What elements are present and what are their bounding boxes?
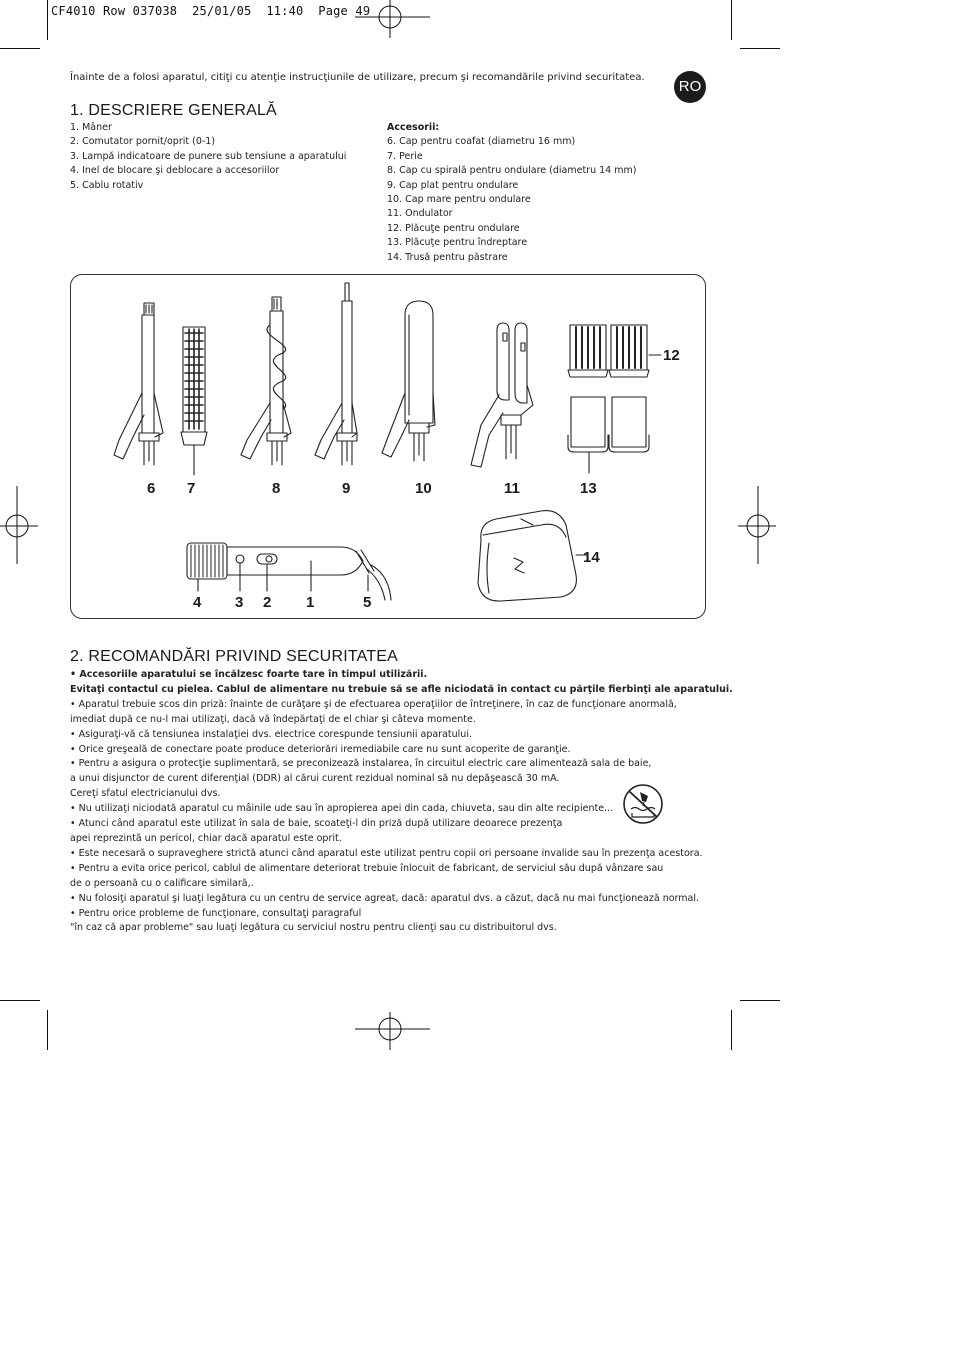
list-item: 7. Perie: [387, 150, 423, 162]
styling-head-illustration: [114, 303, 163, 465]
list-item: 10. Cap mare pentru ondulare: [387, 194, 531, 206]
callout-6: 6: [147, 480, 156, 497]
safety-line: "în caz că apar probleme" sau luaţi legătura cu serviciul nostru pentru clienţi sau cu distribuitorul dvs.: [70, 922, 557, 934]
large-head-illustration: [382, 301, 435, 461]
list-item: 2. Comutator pornit/oprit (0-1): [70, 136, 216, 148]
brush-illustration: [181, 327, 207, 475]
callout-9: 9: [342, 480, 351, 497]
safety-line: de o persoană cu o calificare similară,.: [70, 877, 254, 889]
flat-head-illustration: [315, 283, 357, 465]
registration-mark-right: [738, 486, 778, 566]
section1-title: 1. DESCRIERE GENERALĂ: [70, 102, 277, 119]
list-item: 4. Inel de blocare şi deblocare a accesoriilor: [70, 165, 280, 177]
registration-mark-left: [0, 486, 40, 566]
list-item: 11. Ondulator: [387, 208, 453, 220]
no-water-warning-icon: [622, 783, 664, 825]
list-item: 13. Plăcuţe pentru îndreptare: [387, 237, 528, 249]
crimper-illustration: [471, 323, 533, 467]
registration-mark-top: [355, 0, 435, 40]
list-item: 9. Cap plat pentru ondulare: [387, 179, 519, 191]
print-header: CF4010 Row 037038 25/01/05 11:40 Page 49: [51, 4, 371, 18]
callout-13: 13: [580, 480, 597, 497]
straightening-plates-illustration: [568, 397, 649, 473]
storage-pouch-illustration: [478, 511, 586, 602]
safety-line: • Accesoriile aparatului se încălzesc foarte tare în timpul utilizării.: [70, 669, 428, 680]
list-item: 8. Cap cu spirală pentru ondulare (diametru 14 mm): [387, 165, 637, 177]
language-badge: RO: [674, 71, 706, 103]
accessories-heading: Accesorii:: [387, 122, 440, 133]
callout-14: 14: [583, 549, 600, 566]
safety-line: • Aparatul trebuie scos din priză: înainte de curăţare şi de efectuarea operaţiilor de întreţinere, în caz de funcţionare anormală,: [70, 698, 677, 710]
safety-line: • Asiguraţi-vă că tensiunea instalaţiei dvs. electrice corespunde tensiunii aparatului.: [70, 728, 472, 740]
callout-1: 1: [306, 594, 315, 611]
product-illustration: [71, 275, 705, 618]
callout-5: 5: [363, 594, 372, 611]
section2-title: 2. RECOMANDĂRI PRIVIND SECURITATEA: [70, 648, 399, 665]
list-item: 12. Plăcuţe pentru ondulare: [387, 222, 520, 234]
accessories-list: [387, 135, 636, 265]
parts-list: [70, 121, 346, 193]
safety-line: Evitaţi contactul cu pielea. Cablul de alimentare nu trebuie să se afle niciodată în contact cu părţile fierbinţi ale aparatului.: [70, 683, 733, 695]
safety-line: • Este necesară o supraveghere strictă atunci când aparatul este utilizat pentru copii ori persoane invalide sau în prezenţa acestora.: [70, 847, 703, 859]
callout-3: 3: [235, 594, 244, 611]
list-item: 3. Lampă indicatoare de punere sub tensiune a aparatului: [70, 150, 347, 162]
safety-line: • Orice greşeală de conectare poate produce deteriorări iremediabile care nu sunt acoperite de garanţie.: [70, 743, 571, 755]
list-item: 5. Cablu rotativ: [70, 179, 144, 191]
callout-11: 11: [504, 480, 520, 497]
safety-line: Cereţi sfatul electricianului dvs.: [70, 788, 221, 800]
list-item: 6. Cap pentru coafat (diametru 16 mm): [387, 136, 576, 148]
callout-4: 4: [193, 594, 202, 611]
crimping-plates-illustration: [568, 325, 661, 377]
safety-line: • Atunci când aparatul este utilizat în sala de baie, scoateţi-l din priză după utilizare deoarece prezenţa: [70, 818, 563, 830]
callout-2: 2: [263, 594, 272, 611]
spiral-head-illustration: [241, 297, 291, 465]
safety-line: apei reprezintă un pericol, chiar dacă aparatul este oprit.: [70, 832, 342, 844]
callout-12: 12: [663, 347, 680, 364]
safety-line: • Pentru orice probleme de funcţionare, consultaţi paragraful: [70, 907, 362, 919]
callout-8: 8: [272, 480, 281, 497]
registration-mark-bottom: [355, 1012, 435, 1052]
safety-line: • Pentru a evita orice pericol, cablul de alimentare deteriorat trebuie înlocuit de fabricant, de serviciul său după vânzare sau: [70, 862, 664, 874]
safety-line: a unui disjunctor de curent diferenţial (DDR) al cărui curent rezidual nominal să nu depăşească 30 mA.: [70, 773, 560, 785]
accessories-block: [387, 121, 636, 265]
list-item: 1. Mâner: [70, 122, 112, 133]
safety-line: • Nu folosiţi aparatul şi luaţi legătura cu un centru de service agreat, dacă: aparatul dvs. a căzut, dacă nu mai funcţionează normal.: [70, 892, 700, 904]
intro-text: Înainte de a folosi aparatul, citiţi cu atenţie instrucţiunile de utilizare, precum şi recomandările privind securitatea.: [70, 72, 645, 83]
list-item: 14. Trusă pentru păstrare: [387, 251, 508, 263]
safety-line: • Pentru a asigura o protecţie suplimentară, se preconizează instalarea, în circuitul electric care alimentează sala de baie,: [70, 758, 652, 770]
safety-line: imediat după ce nu-l mai utilizaţi, dacă vă îndepărtaţi de el chiar şi câteva momente.: [70, 713, 476, 725]
handle-illustration: [187, 543, 391, 600]
safety-line: • Nu utilizaţi niciodată aparatul cu mâinile ude sau în apropierea apei din cada, chiuveta, sau din alte recipiente...: [70, 803, 614, 815]
callout-7: 7: [187, 480, 196, 497]
callout-10: 10: [415, 480, 432, 497]
